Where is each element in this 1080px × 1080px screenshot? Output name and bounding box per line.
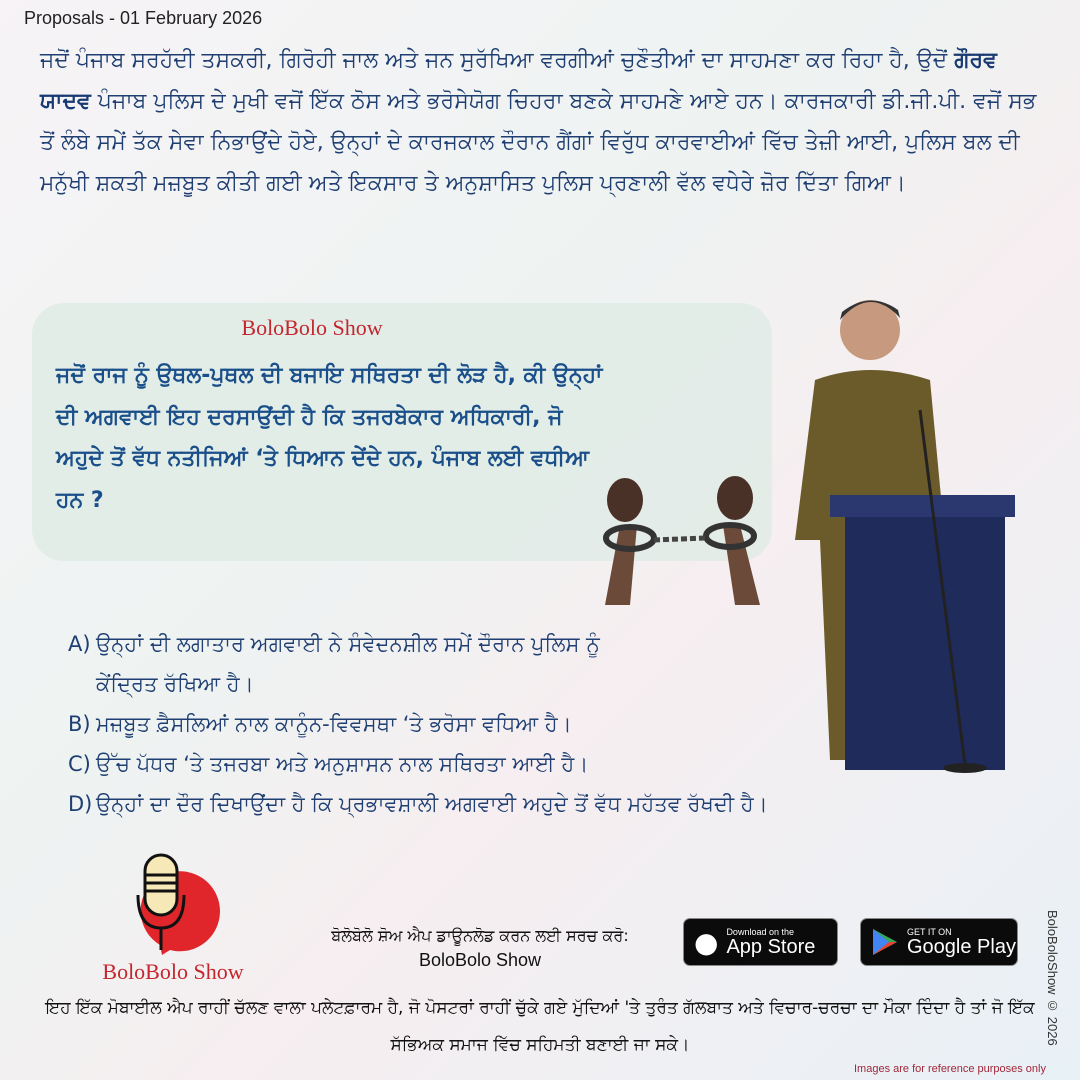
google-play-icon xyxy=(871,927,899,957)
app-store-big: App Store xyxy=(726,936,816,958)
question-text: ਜਦੋਂ ਰਾਜ ਨੂੰ ਉਥਲ-ਪੁਥਲ ਦੀ ਬਜਾਇ ਸਥਿਰਤਾ ਦੀ ਲੋੜ ਹੈ, ਕੀ ਉਨ੍ਹਾਂ ਦੀ ਅਗਵਾਈ ਇਹ ਦਰਸਾਉਂਦੀ ਹੈ ਕਿ ਤਜਰਬੇਕਾਰ ਅਧਿਕਾਰੀ, ਜੋ ਅਹੁਦੇ ਤੋਂ ਵੱਧ ਨਤੀਜਿਆਂ ‘ਤੇ ਧਿਆਨ ਦੇਂਦੇ ਹਨ, ਪੰਜਾਬ ਲਈ ਵਧੀਆ ਹਨ ? xyxy=(56,363,603,513)
option-b[interactable] xyxy=(68,704,828,744)
download-info xyxy=(290,922,670,971)
intro-name: ਗੌਰਵ ਯਾਦਵ xyxy=(40,48,997,114)
option-text: ਉਨ੍ਹਾਂ ਦਾ ਦੌਰ ਦਿਖਾਉਂਦਾ ਹੈ ਕਿ ਪ੍ਰਭਾਵਸ਼ਾਲੀ ਅਗਵਾਈ ਅਹੁਦੇ ਤੋਂ ਵੱਧ ਮਹੱਤਵ ਰੱਖਦੀ ਹੈ। xyxy=(96,792,768,816)
app-store-small: Download on the xyxy=(726,927,794,937)
app-name: BoloBolo Show xyxy=(418,950,542,970)
option-a[interactable] xyxy=(68,624,828,704)
apple-icon: ● xyxy=(694,925,719,959)
disclaimer: Images are for reference purposes only xyxy=(854,1063,1046,1075)
option-key: C) xyxy=(68,752,91,776)
about-text: ਇਹ ਇੱਕ ਮੋਬਾਈਲ ਐਪ ਰਾਹੀਂ ਚੱਲਣ ਵਾਲਾ ਪਲੇਟਫ਼ਾਰਮ ਹੈ, ਜੋ ਪੋਸਟਰਾਂ ਰਾਹੀਂ ਚੁੱਕੇ ਗਏ ਮੁੱਦਿਆਂ 'ਤੇ ਤੁਰੰਤ ਗੱਲਬਾਤ ਅਤੇ ਵਿਚਾਰ-ਚਰਚਾ ਦਾ ਮੌਕਾ ਦਿੰਦਾ ਹੈ ਤਾਂ ਜੋ ਇੱਕ ਸੱਭਿਅਕ ਸਮਾਜ ਵਿੱਚ ਸਹਿਮਤੀ ਬਣਾਈ ਜਾ ਸਕੇ। xyxy=(45,998,1035,1055)
handcuffed-hands-image xyxy=(575,470,790,605)
copyright: BoloBoloShow © 2026 xyxy=(1045,910,1060,1046)
header-title: Proposals - 01 February 2026 xyxy=(24,8,263,28)
app-store-button[interactable] xyxy=(683,918,838,966)
option-key: A) xyxy=(68,632,91,656)
intro-before: ਜਦੋਂ ਪੰਜਾਬ ਸਰਹੱਦੀ ਤਸਕਰੀ, ਗਿਰੋਹੀ ਜਾਲ ਅਤੇ ਜਨ ਸੁਰੱਖਿਆ ਵਰਗੀਆਂ ਚੁਣੌਤੀਆਂ ਦਾ ਸਾਹਮਣਾ ਕਰ ਰਿਹਾ ਹੈ, ਉਦੋਂ xyxy=(40,48,955,73)
intro-after: ਪੰਜਾਬ ਪੁਲਿਸ ਦੇ ਮੁਖੀ ਵਜੋਂ ਇੱਕ ਠੋਸ ਅਤੇ ਭਰੋਸੇਯੋਗ ਚਿਹਰਾ ਬਣਕੇ ਸਾਹਮਣੇ ਆਏ ਹਨ। ਕਾਰਜਕਾਰੀ ਡੀ.ਜੀ.ਪੀ. ਵਜੋਂ ਸਭ ਤੋਂ ਲੰਬੇ ਸਮੇਂ ਤੱਕ ਸੇਵਾ ਨਿਭਾਉਂਦੇ ਹੋਏ, ਉਨ੍ਹਾਂ ਦੇ ਕਾਰਜਕਾਲ ਦੌਰਾਨ ਗੈਂਗਾਂ ਵਿਰੁੱਧ ਕਾਰਵਾਈਆਂ ਵਿੱਚ ਤੇਜ਼ੀ ਆਈ, ਪੁਲਿਸ ਬਲ ਦੀ ਮਨੁੱਖੀ ਸ਼ਕਤੀ ਮਜ਼ਬੂਤ ਕੀਤੀ ਗਈ ਅਤੇ ਇਕਸਾਰ ਤੇ ਅਨੁਸ਼ਾਸਿਤ ਪੁਲਿਸ ਪ੍ਰਣਾਲੀ ਵੱਲ ਵਧੇਰੇ ਜ਼ੋਰ ਦਿੱਤਾ ਗਿਆ। xyxy=(40,89,1037,196)
option-text: ਉੱਚ ਪੱਧਰ ‘ਤੇ ਤਜਰਬਾ ਅਤੇ ਅਨੁਸ਼ਾਸਨ ਨਾਲ ਸਥਿਰਤਾ ਆਈ ਹੈ। xyxy=(96,752,589,776)
card-brand: BoloBolo Show xyxy=(241,315,383,340)
google-play-small: GET IT ON xyxy=(907,927,952,937)
option-key: B) xyxy=(68,712,91,736)
answer-options xyxy=(68,624,828,824)
intro-paragraph xyxy=(40,40,1040,204)
option-c[interactable] xyxy=(68,744,828,784)
option-text: ਉਨ੍ਹਾਂ ਦੀ ਲਗਾਤਾਰ ਅਗਵਾਈ ਨੇ ਸੰਵੇਦਨਸ਼ੀਲ ਸਮੇਂ ਦੌਰਾਨ ਪੁਲਿਸ ਨੂੰ ਕੇਂਦ੍ਰਿਤ ਰੱਖਿਆ ਹੈ। xyxy=(96,632,600,696)
microphone-icon xyxy=(100,850,260,955)
google-play-button[interactable] xyxy=(860,918,1018,966)
download-prompt: ਬੋਲੋਬੋਲੋ ਸ਼ੋਅ ਐਪ ਡਾਊਨਲੋਡ ਕਰਨ ਲਈ ਸਰਚ ਕਰੋ: xyxy=(331,926,629,945)
google-play-big: Google Play xyxy=(907,936,1016,958)
option-text: ਮਜ਼ਬੂਤ ਫ਼ੈਸਲਿਆਂ ਨਾਲ ਕਾਨੂੰਨ-ਵਿਵਸਥਾ ‘ਤੇ ਭਰੋਸਾ ਵਧਿਆ ਹੈ। xyxy=(96,712,572,736)
logo-text: BoloBolo Show xyxy=(102,959,244,984)
option-key: D) xyxy=(68,792,93,816)
option-d[interactable] xyxy=(68,784,828,824)
bolobolo-logo xyxy=(100,850,260,984)
